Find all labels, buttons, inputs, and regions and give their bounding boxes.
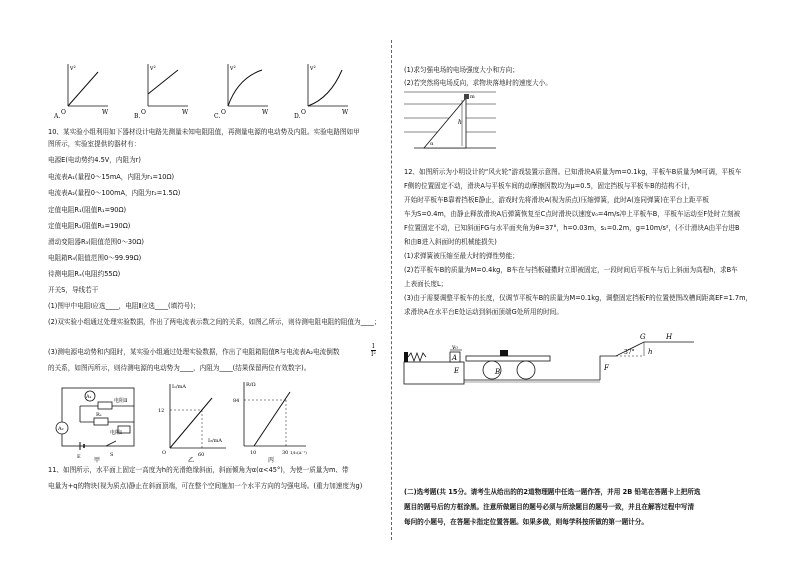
q10-item-3: 定值电阻R₁(阻值R₁=90Ω) [48, 206, 127, 214]
block-m [464, 94, 469, 99]
cart-figure [404, 330, 704, 388]
svg-text:W: W [342, 109, 349, 116]
graph-d [294, 64, 349, 120]
q11-line2: 电量为+q的物块(视为质点)静止在斜面顶端，可在整个空间施加一个水平方向的匀强电场。(重力加速度为g) [48, 482, 363, 490]
q12-line-1: F侧的位置固定不动，滑块A与平板车间的动摩擦因数均为μ=0.5，固定挡板与平板车B的结构不计， [404, 182, 695, 190]
svg-text:W: W [262, 109, 269, 116]
svg-text:F: F [604, 364, 609, 372]
q10-item-8: 开关S，导线若干 [48, 286, 99, 294]
axis-v2: v² [70, 65, 76, 72]
q12-line-5: 和由B进入斜面时的机械能损失) [404, 238, 497, 246]
circuit-diagram [50, 380, 150, 462]
q11-line1: 11、如图所示，水平面上固定一高度为h的光滑绝缘斜面，斜面倾角为α(α<45°)，为使一质量为m、带 [48, 466, 349, 474]
option-c: C. [214, 113, 221, 120]
resistor-x [94, 418, 108, 425]
label-yi: 乙 [188, 457, 195, 464]
q10-item-2: 电流表A₂(量程0～100mA，内阻为r₂=1.5Ω) [48, 189, 181, 197]
svg-text:B: B [495, 368, 501, 376]
svg-text:I₂/mA: I₂/mA [208, 438, 223, 444]
q12-line-2: 开始时平板车B靠着挡板E静止，游戏时先将滑块A(视为质点)压缩弹簧，此时A(连同弹簧)在平台上距平板 [404, 196, 709, 204]
q11-sub1: (1)求匀强电场的电场强度大小和方向； [404, 66, 519, 74]
svg-text:I₁/mA: I₁/mA [172, 384, 187, 390]
svg-text:O: O [221, 109, 226, 116]
svg-text:A: A [452, 354, 458, 362]
q10-sub1: (1)图甲中电阻Ⅰ应选____，电阻Ⅱ应选____(填符号)； [48, 302, 200, 310]
graph-yi [150, 380, 230, 462]
column-divider [391, 40, 392, 540]
svg-text:O: O [141, 109, 146, 116]
svg-text:E: E [454, 367, 460, 375]
svg-text:m: m [470, 94, 475, 100]
svg-text:10: 10 [250, 450, 257, 456]
q12-line-3: 车为S=0.4m，由静止释放滑块A后弹簧恢复至C点时滑块以速度v₀=4m/s冲上平板车B，平板车运动至F处时立刻被 [404, 210, 741, 218]
label-jia: 甲 [94, 457, 101, 464]
cart-b [466, 356, 550, 361]
option-graphs [54, 58, 378, 120]
svg-text:电阻Ⅱ: 电阻Ⅱ [114, 398, 128, 404]
option-d: D. [294, 113, 301, 120]
svg-text:A₂: A₂ [58, 426, 64, 432]
svg-text:v²: v² [310, 65, 316, 72]
q10-item-7: 待测电阻Rₓ(电阻约55Ω) [48, 270, 121, 278]
q10-sub3b: 的关系，如图丙所示，则待测电源的电动势为____，内阻为____(结果保留两位有效数字)。 [48, 364, 311, 372]
q12-sub1: (1)求弹簧被压缩至最大时的弹性势能； [404, 252, 519, 260]
q10-sub2: (2)双实验小组通过处理实验数据，作出了两电流表示数之间的关系，如图乙所示，则待测电阻电阻的阻值为____； [48, 318, 381, 326]
svg-text:O: O [61, 109, 66, 116]
q11-sub2: (2)若突然将电场反向，求物块落地时的速度大小。 [404, 79, 552, 87]
svg-text:A₁: A₁ [86, 394, 92, 400]
q12-sub3b: 求滑块A在水平台E处运动到斜面顶端G处所用的时间。 [404, 308, 563, 316]
q10-intro2: 图所示，实验室提供的器材有： [48, 140, 141, 148]
svg-text:W: W [102, 109, 109, 116]
q10-intro: 10、某实验小组利用如下器材设计电路先测量未知电阻阻值，再测量电源的电动势及内阻。实验电路图如甲 [48, 128, 360, 136]
q10-item-1: 电流表A₁(量程0～15mA，内阻为r₁=10Ω) [48, 173, 175, 181]
switch-s [106, 441, 116, 446]
svg-text:O: O [301, 109, 306, 116]
option-b: B. [134, 113, 141, 120]
resistor-2 [98, 402, 112, 409]
svg-text:电阻Ⅰ: 电阻Ⅰ [110, 430, 122, 436]
section2-line1: (二)选考题(共 15分。请考生从给出的的2道物理题中任选一题作答，并用 2B 铅笔在答题卡上把所选 [404, 488, 701, 496]
graph-a [53, 64, 109, 120]
section2-line3: 每问的小题号，在答题卡指定位置答题。如果多做，则每学科按所做的第一题计分。 [404, 518, 648, 526]
svg-text:84: 84 [233, 398, 240, 404]
svg-text:α: α [430, 141, 434, 147]
svg-text:W: W [182, 109, 189, 116]
svg-text:G: G [640, 333, 646, 341]
graph-bing [230, 378, 310, 462]
q12-line-0: 12、如图所示为小明设计的“风火轮”游戏装置示意图。已知滑块A质量为m=0.1kg，平板车B质量为M可调，平板车 [404, 168, 742, 176]
q10-item-5: 滑动变阻器R₃(阻值范围0～30Ω) [48, 238, 144, 246]
section2-line2: 题目的题号后的方框涂黑。注意所做题目的题号必须与所涂题目的题号一致，并且在解答过程中写清 [404, 503, 695, 511]
q10-item-0: 电源E(电动势约4.5V，内阻为r) [48, 156, 141, 164]
svg-text:O: O [162, 450, 167, 456]
svg-text:v²: v² [230, 65, 236, 72]
option-a: A. [54, 113, 61, 120]
svg-text:60: 60 [198, 452, 205, 458]
q10-item-4: 定值电阻R₂(阻值R₂=190Ω) [48, 222, 131, 230]
q10-sub3: (3)测电源电动势和内阻时，某实验小组通过处理实验数据，作出了电阻箱阻值R与电流表A₂电流倒数 [48, 348, 340, 356]
svg-text:h: h [648, 348, 653, 356]
graph-b [134, 64, 189, 120]
svg-text:12: 12 [158, 408, 165, 414]
svg-text:1/I₂(A⁻¹): 1/I₂(A⁻¹) [290, 450, 307, 455]
svg-text:E: E [77, 454, 81, 460]
spring [408, 353, 426, 361]
graph-c [214, 64, 269, 120]
svg-text:v₀: v₀ [452, 344, 458, 351]
svg-text:37°: 37° [624, 349, 635, 356]
svg-text:H: H [666, 333, 673, 341]
q12-line-4: F位置固定不动，已知斜面FG与水平面夹角为θ=37°，h=0.03m，s₁=0.2m，g=10m/s²，(不计滑块A由平台进B [404, 224, 740, 232]
svg-text:R/Ω: R/Ω [246, 382, 256, 388]
q10-item-6: 电阻箱R₄(阻值范围0～99.99Ω) [48, 254, 142, 262]
q12-sub2b: 上表面长度L； [404, 280, 448, 288]
q12-sub3a: (3)由于需要调整平板车的长度，仅调节平板车B的质量为M=0.1kg，调整固定挡板F的位置使图改槽间距离EF=1.7m， [404, 294, 753, 302]
svg-text:Rₓ: Rₓ [96, 412, 102, 418]
q12-sub2a: (2)若平板车B的质量为M=0.4kg，B车在与挡板碰擞时立即被固定，一段时间后平板车与后上斜面为高程h，求B车 [404, 266, 738, 274]
svg-text:v²: v² [150, 65, 156, 72]
svg-text:30: 30 [282, 450, 289, 456]
svg-text:h: h [458, 119, 462, 126]
svg-text:S: S [110, 452, 114, 458]
fraction: 1 I² [371, 343, 376, 358]
incline-figure [404, 90, 504, 154]
label-bing: 丙 [268, 457, 275, 464]
